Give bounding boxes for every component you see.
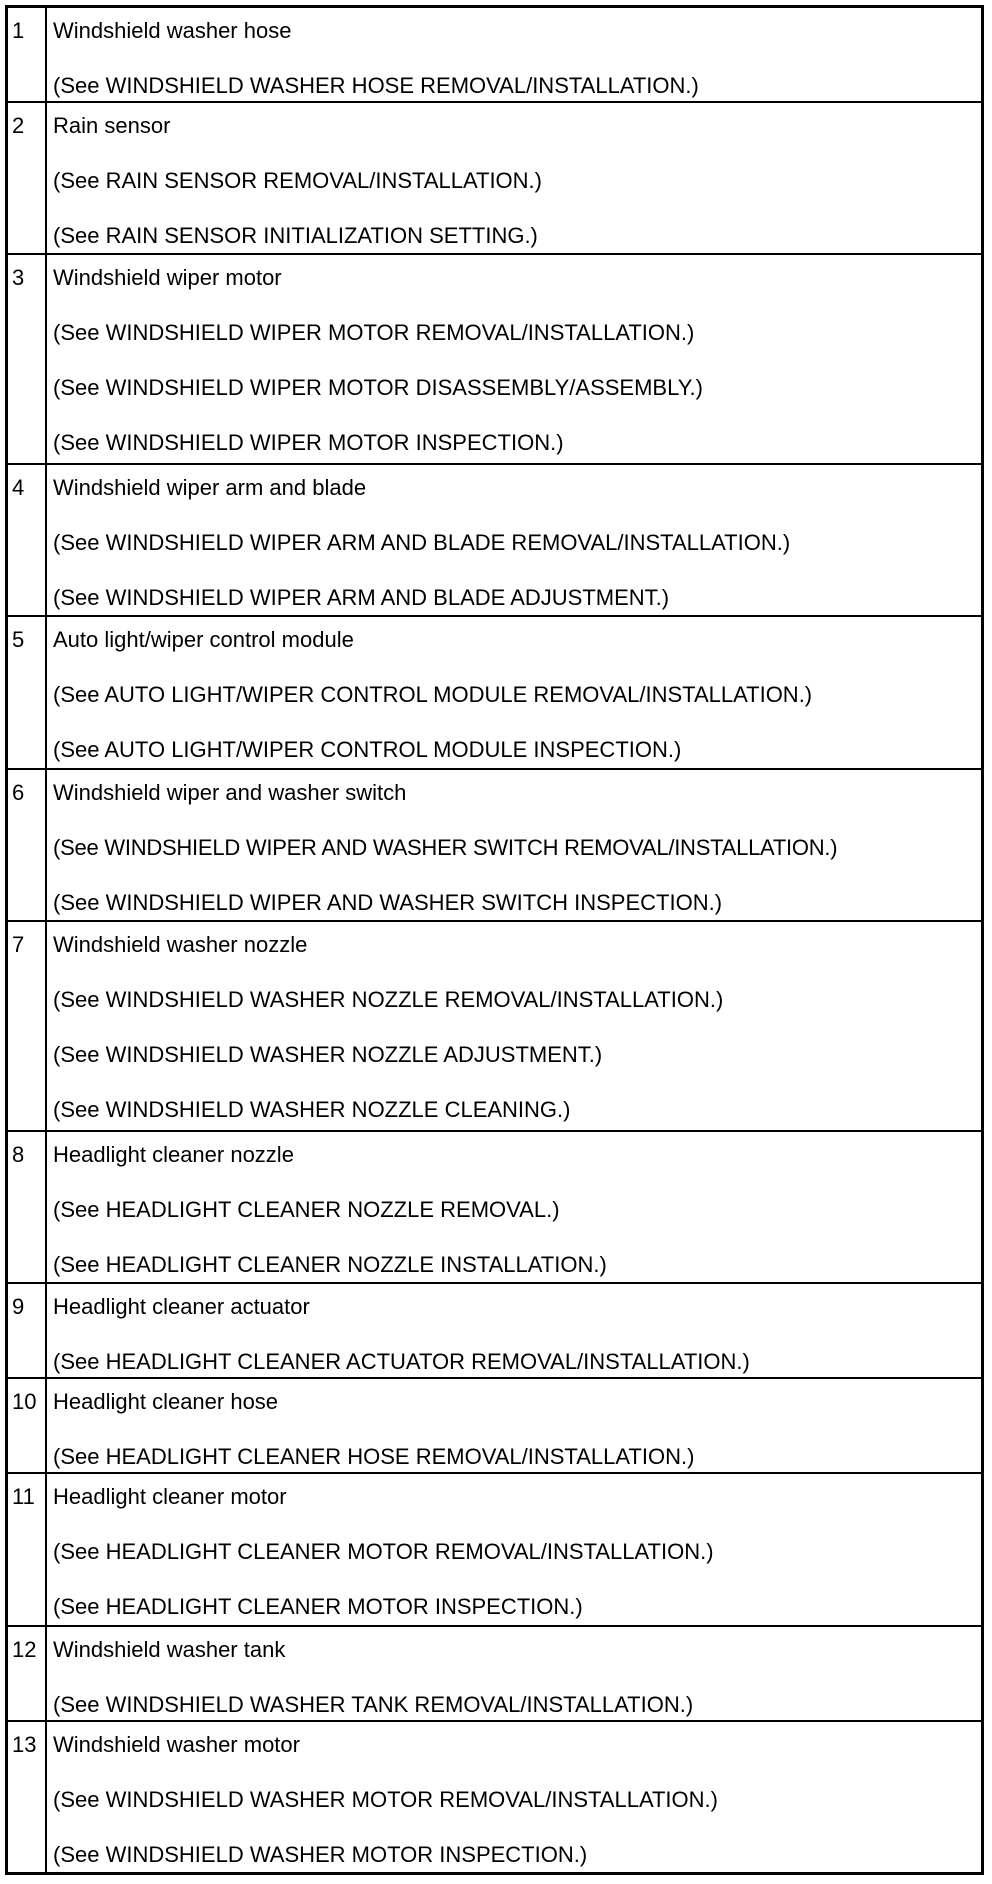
item-title: Headlight cleaner actuator (53, 1294, 310, 1320)
item-content (46, 616, 981, 768)
item-content (46, 1473, 981, 1625)
procedure-reference: (See WINDSHIELD WASHER NOZZLE REMOVAL/INSTALLATION.) (53, 987, 724, 1013)
item-number: 12 (8, 1626, 46, 1721)
item-content (46, 1131, 981, 1283)
item-content (46, 102, 981, 254)
procedure-reference: (See AUTO LIGHT/WIPER CONTROL MODULE INSPECTION.) (53, 737, 682, 763)
item-title: Rain sensor (53, 112, 171, 138)
item-content (46, 8, 981, 102)
item-number: 13 (8, 1721, 46, 1872)
item-number: 9 (8, 1283, 46, 1378)
procedure-reference: (See HEADLIGHT CLEANER ACTUATOR REMOVAL/INSTALLATION.) (53, 1349, 750, 1375)
table-row (8, 921, 981, 1131)
item-content (46, 769, 981, 921)
item-title: Windshield wiper arm and blade (53, 475, 367, 501)
procedure-reference: (See HEADLIGHT CLEANER MOTOR REMOVAL/INSTALLATION.) (53, 1539, 714, 1565)
procedure-reference: (See WINDSHIELD WIPER ARM AND BLADE REMOVAL/INSTALLATION.) (53, 530, 791, 556)
table-row (8, 769, 981, 921)
item-title: Headlight cleaner nozzle (53, 1141, 294, 1167)
item-title: Auto light/wiper control module (53, 627, 354, 653)
procedure-reference: (See WINDSHIELD WASHER HOSE REMOVAL/INSTALLATION.) (53, 73, 699, 98)
table-row (8, 1131, 981, 1283)
item-number: 8 (8, 1131, 46, 1283)
item-content (46, 1626, 981, 1721)
procedure-reference: (See WINDSHIELD WIPER AND WASHER SWITCH REMOVAL/INSTALLATION.) (53, 834, 838, 860)
item-title: Headlight cleaner motor (53, 1484, 287, 1510)
procedure-reference: (See WINDSHIELD WIPER AND WASHER SWITCH INSPECTION.) (53, 889, 723, 915)
item-number: 1 (8, 8, 46, 102)
table-row (8, 1626, 981, 1721)
item-content (46, 464, 981, 616)
table-row (8, 464, 981, 616)
table-row (8, 1721, 981, 1872)
item-content (46, 1721, 981, 1872)
table-row (8, 616, 981, 768)
procedure-reference: (See WINDSHIELD WIPER ARM AND BLADE ADJUSTMENT.) (53, 585, 670, 611)
item-title: Windshield wiper and washer switch (53, 779, 407, 805)
item-title: Windshield washer nozzle (53, 932, 308, 958)
procedure-reference: (See WINDSHIELD WIPER MOTOR REMOVAL/INSTALLATION.) (53, 320, 695, 346)
item-number: 7 (8, 921, 46, 1131)
item-number: 10 (8, 1378, 46, 1473)
table-row (8, 8, 981, 102)
procedure-reference: (See HEADLIGHT CLEANER MOTOR INSPECTION.) (53, 1594, 583, 1620)
item-title: Windshield washer hose (53, 18, 292, 43)
item-number: 3 (8, 254, 46, 464)
table-row (8, 1283, 981, 1378)
component-reference-table (5, 5, 984, 1875)
procedure-reference: (See AUTO LIGHT/WIPER CONTROL MODULE REMOVAL/INSTALLATION.) (53, 682, 813, 708)
parts-table (8, 8, 981, 1872)
item-number: 4 (8, 464, 46, 616)
item-content (46, 254, 981, 464)
procedure-reference: (See WINDSHIELD WASHER MOTOR INSPECTION.) (53, 1841, 588, 1867)
table-row (8, 1378, 981, 1473)
item-number: 2 (8, 102, 46, 254)
item-content (46, 921, 981, 1131)
item-number: 11 (8, 1473, 46, 1625)
item-content (46, 1378, 981, 1473)
item-title: Headlight cleaner hose (53, 1389, 279, 1415)
item-title: Windshield washer tank (53, 1636, 286, 1662)
table-row (8, 102, 981, 254)
procedure-reference: (See RAIN SENSOR REMOVAL/INSTALLATION.) (53, 167, 542, 193)
procedure-reference: (See HEADLIGHT CLEANER NOZZLE INSTALLATION.) (53, 1251, 607, 1277)
procedure-reference: (See WINDSHIELD WASHER MOTOR REMOVAL/INSTALLATION.) (53, 1786, 718, 1812)
procedure-reference: (See WINDSHIELD WASHER NOZZLE ADJUSTMENT.) (53, 1042, 603, 1068)
item-title: Windshield washer motor (53, 1731, 300, 1757)
item-number: 6 (8, 769, 46, 921)
procedure-reference: (See HEADLIGHT CLEANER HOSE REMOVAL/INSTALLATION.) (53, 1444, 695, 1470)
procedure-reference: (See WINDSHIELD WASHER TANK REMOVAL/INSTALLATION.) (53, 1691, 694, 1717)
procedure-reference: (See HEADLIGHT CLEANER NOZZLE REMOVAL.) (53, 1196, 560, 1222)
item-number: 5 (8, 616, 46, 768)
procedure-reference: (See WINDSHIELD WIPER MOTOR DISASSEMBLY/ASSEMBLY.) (53, 375, 703, 401)
table-row (8, 1473, 981, 1625)
table-row (8, 254, 981, 464)
procedure-reference: (See WINDSHIELD WASHER NOZZLE CLEANING.) (53, 1097, 571, 1123)
procedure-reference: (See WINDSHIELD WIPER MOTOR INSPECTION.) (53, 430, 564, 456)
item-content (46, 1283, 981, 1378)
item-title: Windshield wiper motor (53, 265, 282, 291)
procedure-reference: (See RAIN SENSOR INITIALIZATION SETTING.) (53, 222, 538, 248)
